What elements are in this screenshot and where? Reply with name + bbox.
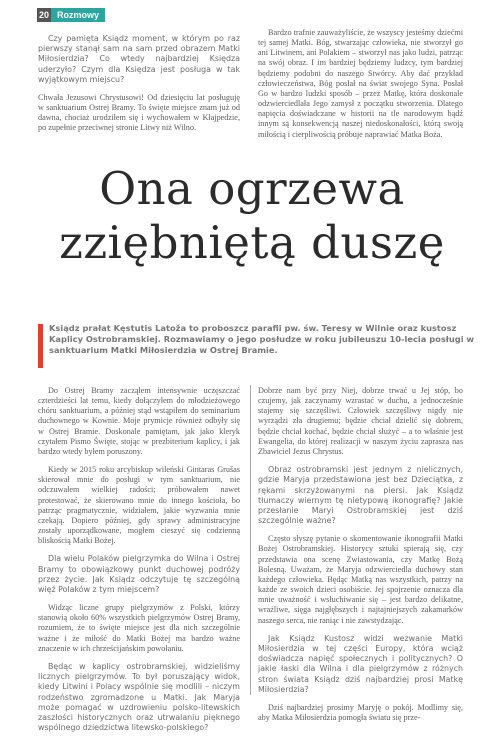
answer-1: Chwała Jezusowi Chrystusowi! Od dziesięciu lat posługuję w sanktuarium Ostrej Bramy. To święte miejsce znam już od dawna, chociaż urodziłem się i wychowałem w Kłajpedzie, po zupełnie przeciwnej stronie Litwy niż Wilno. (38, 93, 240, 133)
question-2: Dla wielu Polaków pielgrzymka do Wilna i Ostrej Bramy to obowiązkowy punkt duchowej podróży przez życie. Jak Ksiądz odczytuje tę szczególną więź Polaków z tym miejscem? (38, 554, 240, 594)
question-1: Czy pamięta Ksiądz moment, w którym po raz pierwszy stanął sam na sam przed obrazem Matki Miłosierdzia? Co wtedy najbardziej Księdza uderzyło? Czym dla Księdza jest posługa w tak wyjątkowym miejscu? (38, 34, 240, 84)
bottom-right-column (258, 386, 463, 731)
answer-paragraph: Dobrze nam być przy Niej, dobrze trwać u Jej stóp, bo czujemy, jak zaczynamy wzrastać w duchu, a jednocześnie stajemy się szczęśliwi. Człowiek szczęśliwy nigdy nie wyrządzi zła drugiemu; będzie chciał dzielić się dobrem, będzie chciał kochać, będzie chciał służyć – a to właśnie jest Ewangelia, do której realizacji w naszym życiu zaprasza nas Zbawiciel Jezus Chrystus. (258, 386, 463, 456)
section-tag: Rozmowy (51, 8, 105, 22)
question-4: Obraz ostrobramski jest jednym z nielicznych, gdzie Maryja przedstawiona jest bez Dzieciątka, z rękami skrzyżowanymi na piersi. Jak Ksiądz tłumaczy wiernym tę nietypową ikonografię? Jakie przesłanie Maryi Ostrobramskiej jest dziś szczególnie ważne? (258, 465, 463, 526)
question-5: Jak Ksiądz Kustosz widzi wezwanie Matki Miłosierdzia w tej części Europy, która wciąż doświadcza napięć społecznych i politycznych? O jakie łaski dla Wilna i dla pielgrzymów z różnych stron świata Ksiądz dziś najbardziej prosi Matkę Miłosierdzia? (258, 633, 463, 694)
page-header (37, 8, 105, 22)
answer-paragraph: Do Ostrej Bramy zacząłem intensywnie uczęszczać czterdzieści lat temu, kiedy dołączyłem do młodzieżowego chóru sanktuarium, a później stąd wstąpiłem do seminarium duchownego w Kownie. Moje prymicje również odbyły się w Ostrej Bramie. Doskonale pamiętam, jak jako kleryk czytałem Pismo Święte, stojąc w prezbiterium kaplicy, i jak bardzo wtedy byłem poruszony. (38, 386, 240, 456)
page-number: 20 (39, 10, 50, 20)
answer-paragraph: Bardzo trafnie zauważyliście, że wszyscy jesteśmy dziećmi tej samej Matki. Bóg, stwarzając człowieka, nie stworzył go ani Litwinem, ani Polakiem – stworzył nas jako ludzi, patrząc na swój obraz. I im bardziej będziemy ludzcy, tym bardziej będziemy podobni do naszego Stwórcy. Aby dać przykład człowieczeństwa, Bóg posłał na świat swojego Syna. Posłał Go w bardzo ludzki sposób – przez Matkę, która doskonale odzwierciedlała Jego zamysł z początku stworzenia. Dlatego napięcia doświadczane w historii na tle narodowym bądź innym są konsekwencją naszej niedoskonałości, którą swoją miłością i cierpliwością próbuje naprawiać Matka Boża. (258, 28, 463, 139)
top-right-column (258, 28, 463, 148)
answer-paragraph: Często słyszę pytanie o skomentowanie ikonografii Matki Bożej Ostrobramskiej. Historycy sztuki spierają się, czy przedstawia ona scenę Zwiastowania, czy Matkę Bożą Bolesną. Uważam, że Maryja odzwierciedla duchowy stan każdego człowieka. Będąc Matką nas wszystkich, patrzy na każde ze swoich dzieci osobiście. Jej spojrzenie oznacza dla mnie uważność i wsłuchiwanie się – jest bardzo delikatne, wrażliwe, sięga najgłębszych i najtajniejszych zakamarków naszego serca, nie raniąc i nie zawstydzając. (258, 534, 463, 625)
question-3: Będąc w kaplicy ostrobramskiej, widzieliśmy licznych pielgrzymów. To był poruszający widok, kiedy Litwini i Polacy wspólnie się modlili – niczym rodzeństwo zgromadzone u Matki. Jak Maryja może pomagać w uzdrowieniu polsko-litewskich zaszłości historycznych oraz utrwalaniu pięknego wspólnego dziedzictwa litewsko-polskiego? (38, 661, 240, 733)
article-title-line-1: Ona ogrzewa (99, 162, 405, 215)
answer-paragraph: Kiedy w 2015 roku arcybiskup wileński Gintaras Grušas skierował mnie do posługi w tym sanktuarium, nie odczuwałem wielkiej radości; próbowałem nawet protestować, że skierowano mnie do innego kościoła, bo patrząc pragmatycznie, widziałem, jakie wyzwania mnie czekają. Dopiero później, gdy sprawy administracyjne zostały uporządkowane, mogłem cieszyć się codzienną bliskością Matki Bożej. (38, 465, 240, 546)
article-title-line-2: zziębniętą duszę (59, 216, 445, 269)
top-left-column (38, 34, 240, 142)
answer-paragraph: Dziś najbardziej prosimy Maryję o pokój. Modlimy się, aby Matka Miłosierdzia pomogła światu się prze- (258, 702, 463, 723)
bottom-left-column (38, 386, 240, 741)
column-divider (250, 385, 251, 695)
article-lead: Ksiądz prałat Kęstutis Latoža to proboszcz parafii pw. św. Teresy w Wilnie oraz kustosz Kaplicy Ostrobramskiej. Rozmawiamy o jego posłudze w roku jubileuszu 10-lecia posługi w sanktuarium Matki Miłosierdzia w Ostrej Bramie. (49, 323, 475, 356)
answer-paragraph: Widząc liczne grupy pielgrzymów z Polski, którzy stanowią około 60% wszystkich pielgrzymów Ostrej Bramy, rozumiem, że to święte miejsce jest dla nich szczególnie ważne i że miłość do Matki Bożej ma bardzo ważne znaczenie w ich chrześcijańskim powołaniu. (38, 603, 240, 653)
lead-accent-bar (38, 324, 43, 368)
